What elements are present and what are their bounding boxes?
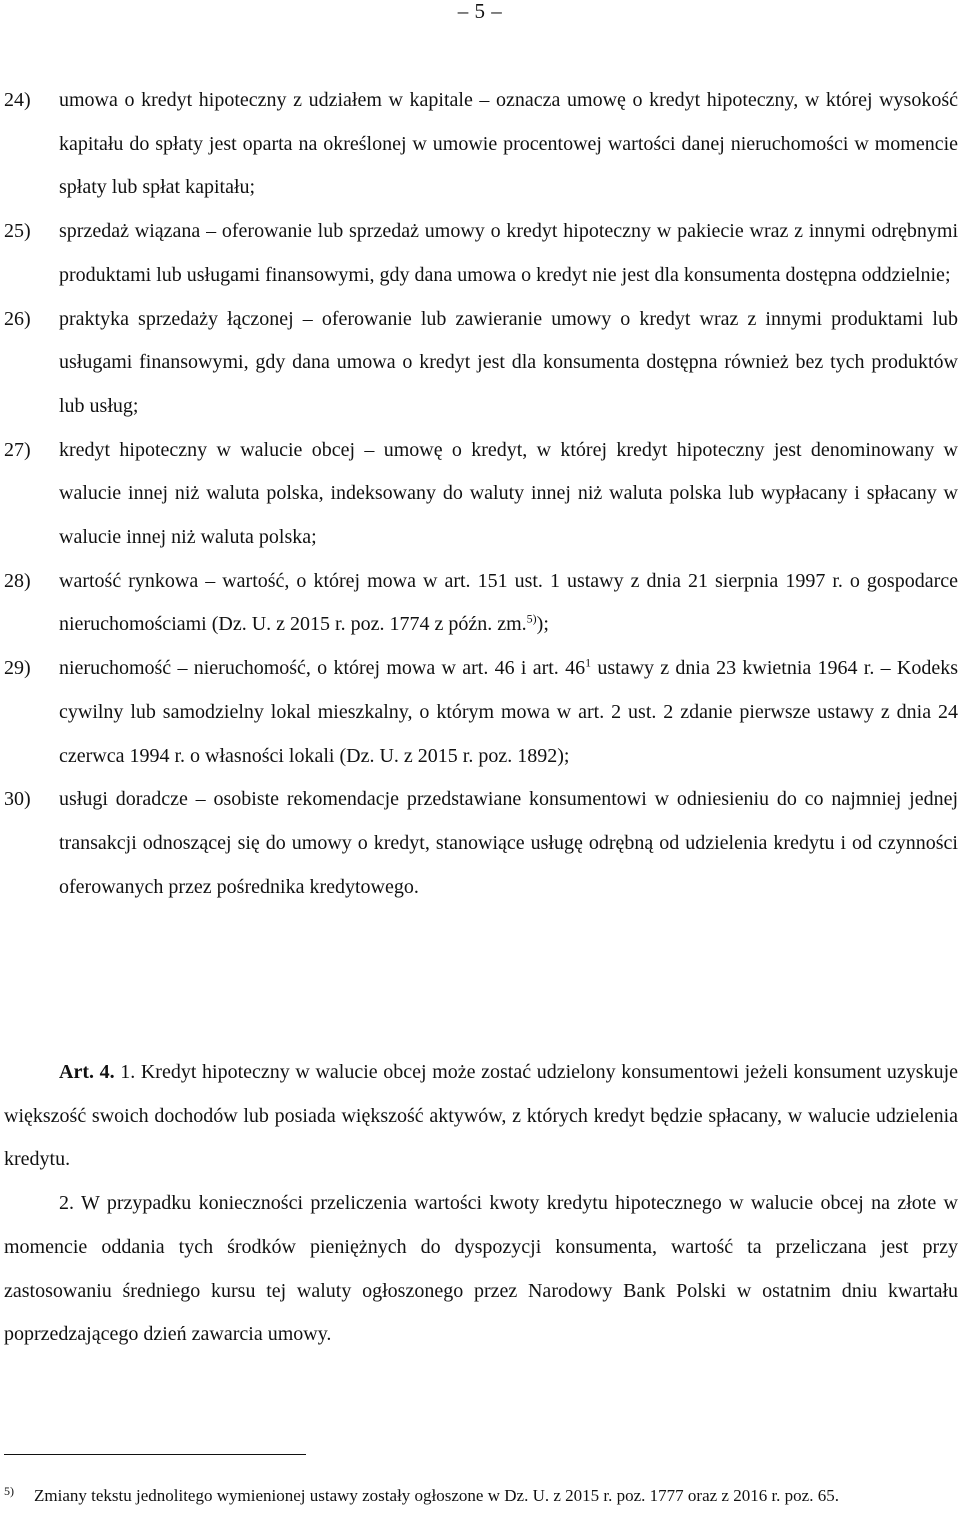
footnote-text: Zmiany tekstu jednolitego wymienionej ustawy zostały ogłoszone w Dz. U. z 2015 r. poz. 1777 oraz z 2016 r. poz. 65. [34, 1486, 839, 1505]
definition-text [59, 647, 958, 778]
definition-text-part: wartość rynkowa – wartość, o której mowa w art. 151 ust. 1 ustawy z dnia 21 sierpnia 1997 r. o gospodarce nieruchomościami (Dz. U. z 2015 r. poz. 1774 z późn. zm. [59, 569, 958, 636]
definition-text-part: ustawy z dnia 23 kwietnia 1964 r. – Kodeks cywilny lub samodzielny lokal mieszkalny, o którym mowa w art. 2 ust. 2 zdanie pierwsze ustawy z dnia 24 czerwca 1994 r. o własności lokali (Dz. U. z 2015 r. poz. 1892); [59, 657, 959, 767]
definition-number: 26) [4, 307, 31, 330]
definition-number: 27) [4, 438, 31, 461]
footnote [4, 1483, 958, 1508]
definition-number: 28) [4, 569, 31, 592]
paragraph-number: 2. [59, 1192, 74, 1215]
definition-text: sprzedaż wiązana – oferowanie lub sprzedaż umowy o kredyt hipoteczny w pakiecie wraz z innymi odrębnymi produktami lub usługami finansowymi, gdy dana umowa o kredyt nie jest dla konsumenta dostępna oddzielnie; [59, 220, 958, 286]
definition-item-26 [4, 298, 958, 429]
definitions-list [4, 79, 958, 909]
page-number: – 5 – [457, 0, 503, 23]
paragraph-text: Kredyt hipoteczny w walucie obcej może zostać udzielony konsumentowi jeżeli konsument uzyskuje większość swoich dochodów lub posiada większość aktywów, z których kredyt będzie spłacany, w walucie udzielenia kredytu. [4, 1061, 959, 1171]
definition-item-25 [4, 210, 958, 297]
definition-number: 25) [4, 220, 31, 243]
definition-item-28 [4, 560, 958, 647]
article-superscript: 1 [585, 655, 592, 670]
definition-text: usługi doradcze – osobiste rekomendacje przedstawiane konsumentowi w odniesieniu do co najmniej jednej transakcji odnoszącej się do umowy o kredyt, stanowiące usługę odrębną od udzielenia kredytu i od czynności oferowanych przez pośrednika kredytowego. [59, 788, 958, 898]
definition-number: 29) [4, 657, 31, 680]
definition-item-24 [4, 79, 958, 210]
definition-number: 24) [4, 89, 31, 111]
footnote-mark: 5) [4, 1484, 14, 1498]
paragraph-number: 1. [120, 1061, 136, 1083]
footnote-separator [4, 1454, 306, 1455]
definition-text-part: ); [536, 613, 549, 636]
definition-text-part: nieruchomość – nieruchomość, o której mowa w art. 46 i art. 46 [59, 657, 586, 680]
definition-item-29 [4, 647, 958, 778]
definition-text: umowa o kredyt hipoteczny z udziałem w kapitale – oznacza umowę o kredyt hipoteczny, w której wysokość kapitału do spłaty jest oparta na określonej w umowie procentowej wartości danej nieruchomości w momencie spłaty lub spłat kapitału; [59, 89, 958, 199]
definition-item-30 [4, 778, 958, 909]
article-paragraph-1 [4, 1051, 958, 1182]
definition-text: kredyt hipoteczny w walucie obcej – umowę o kredyt, w której kredyt hipoteczny jest denominowany w walucie innej niż waluta polska, indeksowany do waluty innej niż waluta polska lub wypłacany i spłacany w walucie innej niż waluta polska; [59, 438, 958, 549]
article-paragraph-2 [4, 1182, 958, 1357]
definition-number: 30) [4, 788, 31, 811]
definition-item-27 [4, 429, 958, 560]
article-4 [4, 1051, 958, 1357]
definition-text [59, 560, 958, 647]
definition-text: praktyka sprzedaży łączonej – oferowanie lub zawieranie umowy o kredyt wraz z innymi produktami lub usługami finansowymi, gdy dana umowa o kredyt jest dla konsumenta dostępna również bez tych produktów lub usług; [59, 307, 958, 417]
footnote-reference: 5) [526, 611, 537, 626]
paragraph-text: W przypadku konieczności przeliczenia wartości kwoty kredytu hipotecznego w walucie obcej na złote w momencie oddania tych środków pieniężnych do dyspozycji konsumenta, wartość ta przeliczana jest przy zastosowaniu średniego kursu tej waluty ogłoszonego przez Narodowy Bank Polski w ostatnim dniu kwartału poprzedzającego dzień zawarcia umowy. [4, 1192, 958, 1346]
article-label: Art. 4. [59, 1061, 115, 1083]
